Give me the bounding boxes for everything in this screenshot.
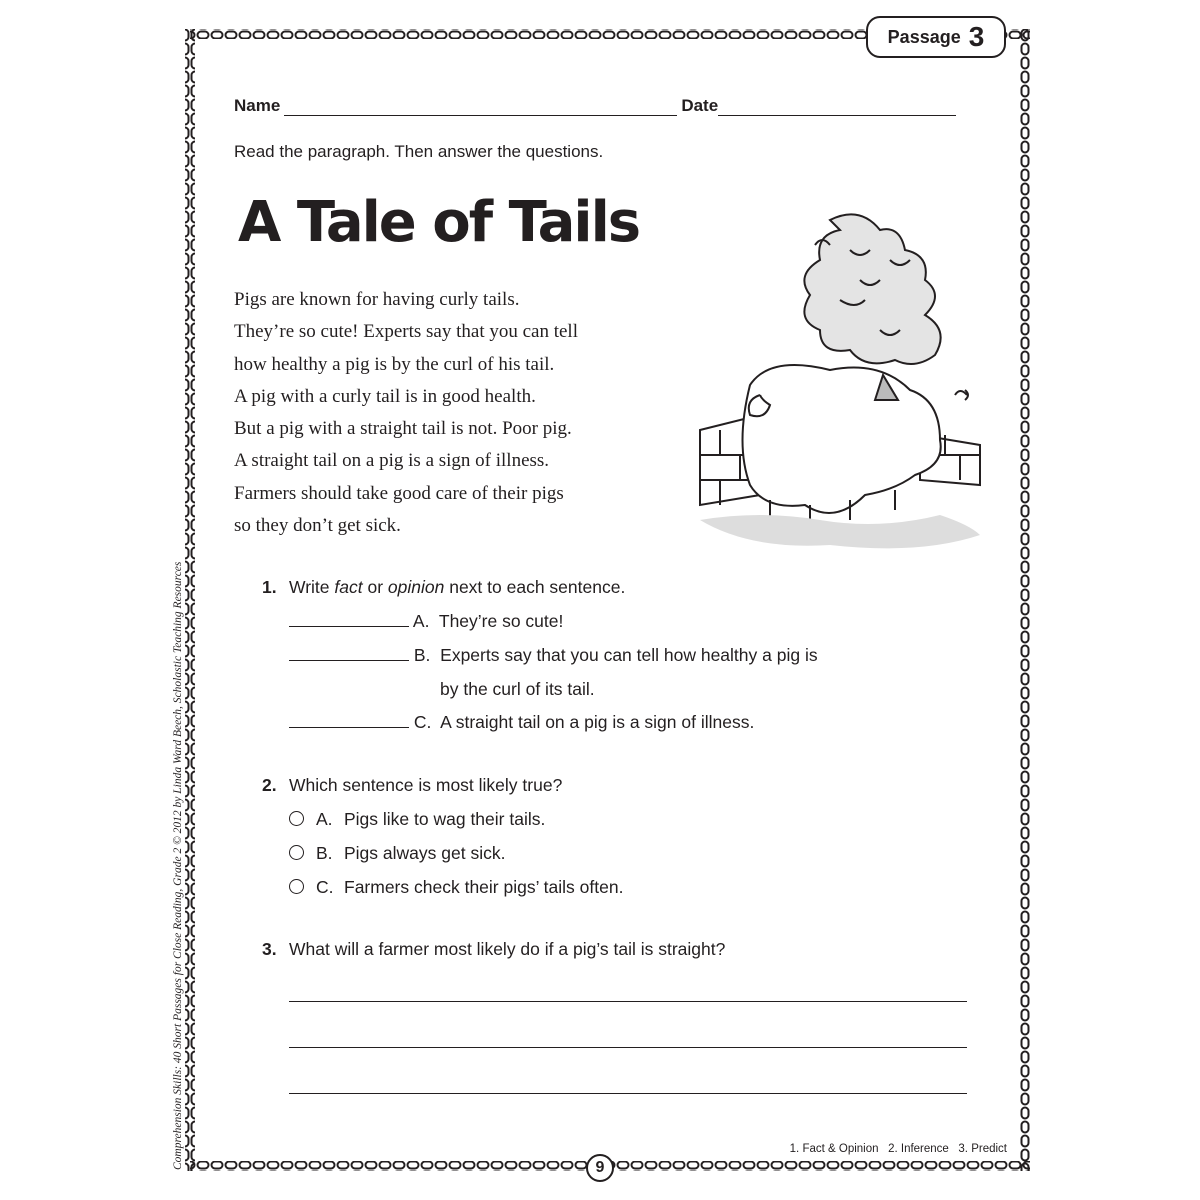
paragraph-line: Pigs are known for having curly tails. [234, 289, 520, 310]
radio-button[interactable] [289, 879, 304, 894]
text: next to each sentence. [444, 577, 626, 597]
radio-button[interactable] [289, 845, 304, 860]
instructions: Read the paragraph. Then answer the questions. [234, 142, 604, 161]
name-date-row [234, 96, 960, 116]
item-letter: A. [412, 611, 430, 631]
paragraph-line: A straight tail on a pig is a sign of illness. [234, 450, 550, 472]
passage-number: 3 [968, 21, 985, 52]
question-number: 1. [262, 577, 277, 597]
answer-blank[interactable] [289, 713, 409, 728]
paragraph-line: how healthy a pig is by the curl of his tail. [234, 353, 555, 375]
answer-line[interactable] [289, 1001, 967, 1002]
answer-line[interactable] [289, 1093, 967, 1094]
passage-paragraph [234, 284, 578, 542]
item-text: A straight tail on a pig is a sign of illness. [440, 712, 755, 732]
option-text: Farmers check their pigs’ tails often. [344, 877, 624, 897]
option-letter: A. [316, 809, 333, 829]
passage-title: A Tale of Tails [238, 190, 640, 255]
paragraph-line: so they don’t get sick. [234, 515, 401, 537]
page-number: 9 [586, 1154, 614, 1182]
pig-icon [743, 365, 941, 525]
date-label: Date [681, 96, 719, 115]
radio-button[interactable] [289, 811, 304, 826]
item-text-continued: by the curl of its tail. [440, 679, 595, 699]
q1-item-c [289, 712, 754, 733]
copyright-credit: Comprehension Skills: 40 Short Passages for Close Reading, Grade 2 © 2012 by Linda Ward Beech, Scholastic Teaching Resources [172, 561, 184, 1170]
item-text: Experts say that you can tell how healthy a pig is [440, 645, 818, 665]
text: Write [289, 577, 335, 597]
answer-line[interactable] [289, 1047, 967, 1048]
text-opinion: opinion [387, 577, 445, 597]
pig-illustration [690, 200, 1000, 560]
q1-item-b [289, 645, 818, 666]
question-number: 2. [262, 775, 277, 795]
question-text: Which sentence is most likely true? [289, 775, 563, 795]
name-field[interactable] [284, 99, 677, 116]
paragraph-line: But a pig with a straight tail is not. Poor pig. [234, 418, 572, 440]
text-fact: fact [334, 577, 363, 597]
answer-blank[interactable] [289, 612, 409, 627]
name-label: Name [234, 96, 281, 115]
option-letter: B. [316, 843, 333, 863]
option-text: Pigs always get sick. [344, 843, 506, 863]
question-text [289, 577, 625, 598]
item-letter: C. [413, 712, 432, 732]
question-number: 3. [262, 939, 277, 959]
option-letter: C. [316, 877, 334, 897]
paragraph-line: They’re so cute! Experts say that you can tell [234, 321, 578, 343]
text: or [362, 577, 388, 597]
passage-badge [866, 16, 1006, 58]
q1-item-a [289, 611, 563, 632]
paragraph-line: Farmers should take good care of their pigs [234, 482, 564, 504]
answer-blank[interactable] [289, 646, 409, 661]
paragraph-line: A pig with a curly tail is in good health. [234, 385, 536, 407]
skills-list: 1. Fact & Opinion 2. Inference 3. Predict [789, 1143, 1007, 1155]
date-field[interactable] [718, 99, 956, 116]
option-text: Pigs like to wag their tails. [344, 809, 546, 829]
item-text: They’re so cute! [438, 611, 564, 631]
question-text: What will a farmer most likely do if a pig’s tail is straight? [289, 939, 726, 959]
passage-label: Passage [887, 26, 961, 47]
mud-ground-icon [700, 515, 980, 548]
item-letter: B. [413, 645, 431, 665]
